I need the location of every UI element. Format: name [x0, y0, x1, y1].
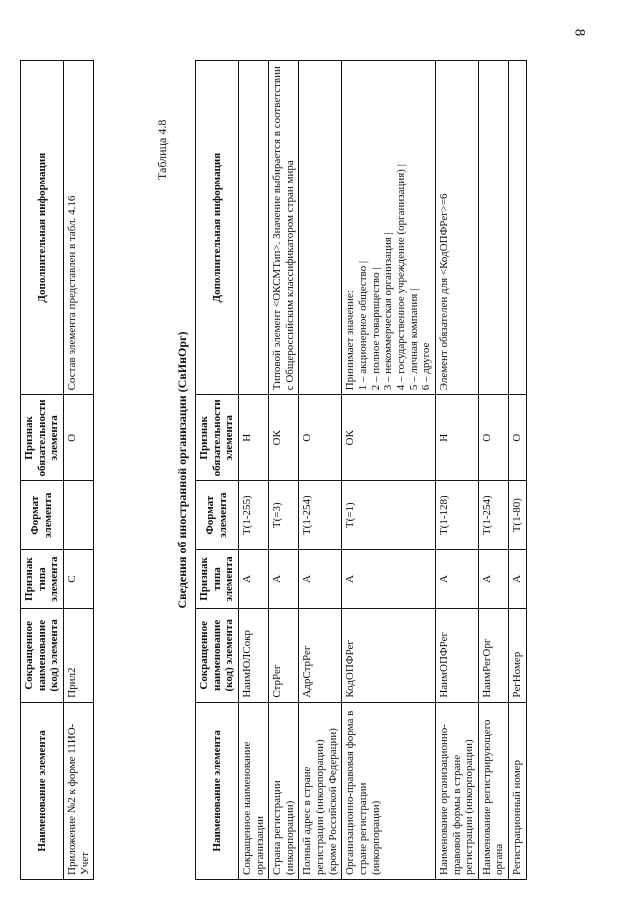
- header-required: Признак обязательности элемента: [196, 395, 239, 481]
- header-code: Сокращенное наименование (код) элемента: [21, 609, 64, 703]
- table-header-row: [21, 61, 64, 880]
- list-item: 6 – другое: [420, 342, 433, 391]
- header-info: Дополнительная информация: [196, 61, 239, 395]
- table-row: [509, 61, 527, 880]
- cell-name: Регистрационный номер: [509, 702, 527, 879]
- cell-name: Приложение №2 к форме 11ИО-Учет: [63, 702, 93, 879]
- cell-code: КодОПФРег: [342, 608, 435, 702]
- cell-code: СтрРег: [269, 608, 299, 702]
- header-name: Наименование элемента: [21, 702, 64, 879]
- cell-required: Н: [238, 395, 268, 481]
- cell-name: Сокращенное наименование организации: [238, 702, 268, 879]
- cell-type: С: [63, 550, 93, 609]
- header-type: Признак типа элемента: [196, 550, 239, 609]
- cell-info-opf-values: [342, 61, 435, 395]
- table-title: Сведения об иностранной организации (СвИнОрг): [175, 331, 189, 609]
- header-format: Формат элемента: [196, 481, 239, 550]
- cell-name: Полный адрес в стране регистрации (инкорпорации) (кроме Российской Федерации): [299, 702, 342, 879]
- cell-format: T(1-128): [435, 481, 478, 550]
- table-row: [342, 61, 435, 880]
- list-item: 3 – некоммерческая организация |: [382, 232, 395, 391]
- cell-required: О: [509, 395, 527, 481]
- cell-code: РегНомер: [509, 608, 527, 702]
- header-required: Признак обязательности элемента: [21, 395, 64, 481]
- list-item: 5 – личная компания |: [407, 288, 420, 391]
- cell-type: А: [435, 550, 478, 609]
- header-type: Признак типа элемента: [21, 550, 64, 609]
- cell-required: Н: [435, 395, 478, 481]
- cell-required: О: [299, 395, 342, 481]
- table-row: [478, 61, 508, 880]
- cell-name: Организационно-правовая форма в стране регистрации (инкорпорации): [342, 702, 435, 879]
- cell-format: T(=3): [269, 481, 299, 550]
- cell-type: А: [342, 550, 435, 609]
- cell-info: Элемент обязателен для <КодОПФРег>=6: [435, 61, 478, 395]
- cell-name: Страна регистрации (инкорпорации): [269, 702, 299, 879]
- list-item: 1 – акционерное общество |: [357, 260, 370, 391]
- table-row: [435, 61, 478, 880]
- opf-values-header: Принимает значение:: [344, 290, 357, 391]
- list-item: 4 – государственное учреждение (организация) |: [394, 164, 407, 391]
- cell-required: О: [63, 395, 93, 481]
- cell-format: T(1-254): [299, 481, 342, 550]
- cell-format: T(1-254): [478, 481, 508, 550]
- cell-type: А: [478, 550, 508, 609]
- table-header-row: [196, 61, 239, 880]
- cell-required: ОК: [342, 395, 435, 481]
- cell-code: НаимРегОрг: [478, 608, 508, 702]
- list-item: 2 – полное товарищество |: [369, 267, 382, 391]
- cell-code: НаимОПФРег: [435, 608, 478, 702]
- cell-info: [299, 61, 342, 395]
- cell-type: А: [238, 550, 268, 609]
- table-row: [238, 61, 268, 880]
- cell-required: О: [478, 395, 508, 481]
- cell-info: [238, 61, 268, 395]
- cell-name: Наименование регистрирующего органа: [478, 702, 508, 879]
- cell-code: НаимЮЛСокр: [238, 608, 268, 702]
- cell-format: T(1-255): [238, 481, 268, 550]
- header-name: Наименование элемента: [196, 702, 239, 879]
- cell-required: ОК: [269, 395, 299, 481]
- cell-format: [63, 481, 93, 550]
- cell-format: T(1-80): [509, 481, 527, 550]
- foreign-org-table: [195, 60, 527, 880]
- header-code: Сокращенное наименование (код) элемента: [196, 608, 239, 702]
- header-info: Дополнительная информация: [21, 61, 64, 395]
- cell-type: А: [269, 550, 299, 609]
- cell-format: T(=1): [342, 481, 435, 550]
- table-label: Таблица 4.8: [155, 119, 169, 180]
- table-row: [63, 61, 93, 880]
- cell-info: [478, 61, 508, 395]
- cell-info: Типовой элемент <ОКСМТип>. Значение выбирается в соответствии с Общероссийским классификатором стран мира: [269, 61, 299, 395]
- cell-type: А: [299, 550, 342, 609]
- table-row: [269, 61, 299, 880]
- header-format: Формат элемента: [21, 481, 64, 550]
- appendix-table: [20, 60, 94, 880]
- cell-info: Состав элемента представлен в табл. 4.16: [63, 61, 93, 395]
- cell-code: АдрСтрРег: [299, 608, 342, 702]
- rotated-page-content: [20, 40, 640, 880]
- table-row: [299, 61, 342, 880]
- cell-code: Прил2: [63, 609, 93, 703]
- cell-type: А: [509, 550, 527, 609]
- cell-name: Наименование организационно-правовой формы в стране регистрации (инкорпорации): [435, 702, 478, 879]
- page-number: 8: [571, 28, 588, 37]
- cell-info: [509, 61, 527, 395]
